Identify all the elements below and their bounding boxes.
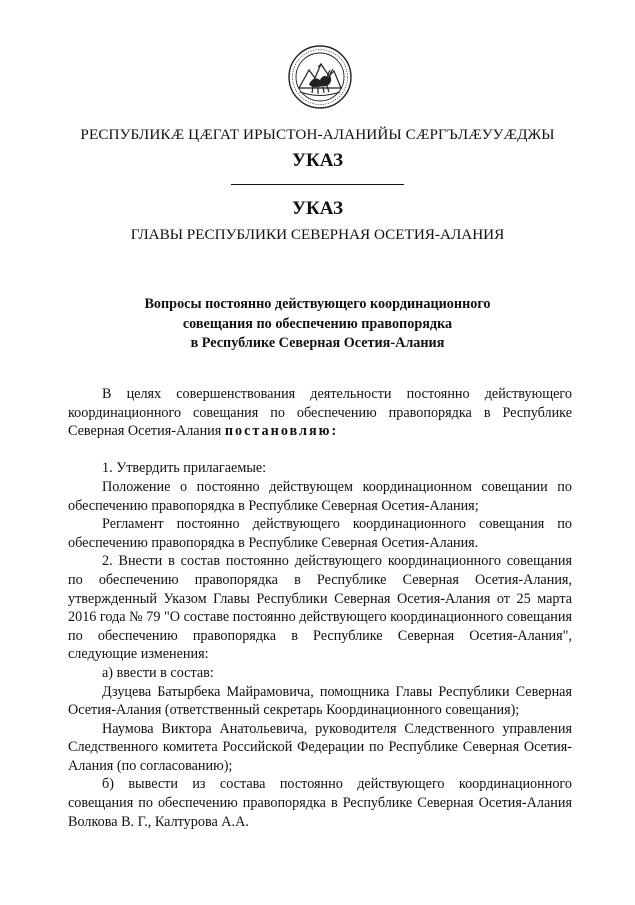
decree-subject xyxy=(90,295,545,354)
republic-name-russian: ГЛАВЫ РЕСПУБЛИКИ СЕВЕРНАЯ ОСЕТИЯ-АЛАНИЯ xyxy=(130,226,505,243)
preamble-text: В целях совершенствования деятельности постоянно действующего координационного совещания по обеспечению правопорядка в Республике Северная Осетия-Алания xyxy=(68,386,572,440)
item-2b-removed-members: б) вывести из состава постоянно действующего координационного совещания по обеспечению правопорядка в Республике Северная Осетия-Алания Волкова В. Г., Калтурова А.А. xyxy=(68,776,572,830)
decree-subject-line: Вопросы постоянно действующего координационного xyxy=(144,296,491,312)
decree-word: постановляю: xyxy=(224,423,339,440)
decree-body xyxy=(68,385,572,831)
item-2-heading: 2. Внести в состав постоянно действующего координационного совещания по обеспечению правопорядка в Республике Северная Осетия-Алания, утвержденный Указом Главы Республики Северная Осетия-Алания от 25 марта 2016 года № 79 "О составе постоянно действующего координационного совещания по обеспечению правопорядка в Республике Северная Осетия-Алания", следующие изменения: xyxy=(68,553,572,663)
header-divider xyxy=(231,184,404,185)
preamble-paragraph xyxy=(68,385,572,441)
item-1-rules: Регламент постоянно действующего координационного совещания по обеспечению правопорядка в Республике Северная Осетия-Алания. xyxy=(68,516,572,551)
item-1-regulation: Положение о постоянно действующем координационном совещании по обеспечению правопорядка в Республике Северная Осетия-Алания; xyxy=(68,478,572,514)
coat-of-arms-icon xyxy=(287,44,353,110)
decree-subject-line: в Республике Северная Осетия-Алания xyxy=(190,335,445,351)
added-member-1: Дзуцева Батырбека Майрамовича, помощника Главы Республики Северная Осетия-Алания (ответственный секретарь Координационного совещания); xyxy=(68,683,572,719)
added-member-2: Наумова Виктора Анатольевича, руководителя Следственного управления Следственного комитета Российской Федерации по Республике Северная Осетия-Алания (по согласованию); xyxy=(68,720,572,774)
item-2a-heading: а) ввести в состав: xyxy=(102,664,214,681)
decree-subject-line: совещания по обеспечению правопорядка xyxy=(182,315,453,332)
republic-name-ossetian: РЕСПУБЛИКӔ ЦӔГАТ ИРЫСТОН-АЛАНИЙЫ СӔРГЪЛӔУУӔДЖЫ xyxy=(80,126,555,143)
decree-title-russian: УКАЗ xyxy=(292,198,343,219)
decree-title-ossetian: УКАЗ xyxy=(292,150,343,171)
item-1-heading: 1. Утвердить прилагаемые: xyxy=(102,460,267,477)
